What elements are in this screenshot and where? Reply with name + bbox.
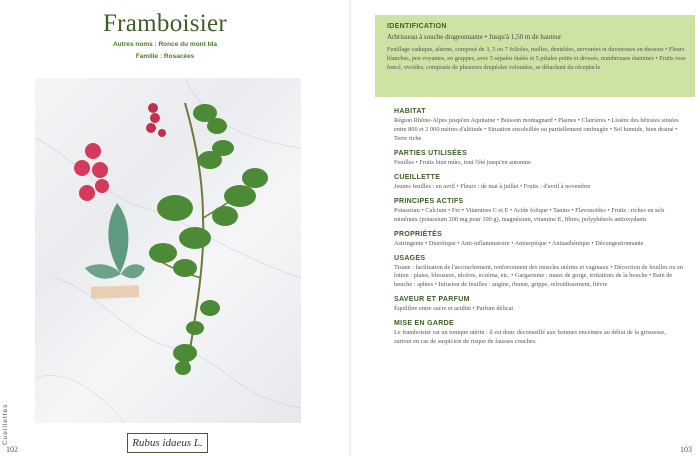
chapter-side-label (2, 385, 14, 445)
section-title: MISE EN GARDE (394, 320, 454, 328)
page-number-right: 103 (680, 445, 692, 454)
identification-title: IDENTIFICATION (387, 23, 447, 30)
section-title: HABITAT (394, 108, 426, 115)
section-text: Feuilles • Fruits bien mûrs, tout l'été jusqu'en automne (394, 158, 531, 166)
plant-family: Famille : Rosacées (135, 53, 195, 60)
section-saveur-parfum (394, 296, 684, 314)
section-title: USAGES (394, 254, 426, 262)
right-page (350, 0, 700, 456)
section-cueillette (394, 174, 684, 192)
plant-photo (35, 78, 301, 423)
section-principes-actifs (394, 198, 684, 225)
section-text: Potassium • Calcium • Fer • Vitamines C et E • Acide folique • Tanins • Flavonoïdes • Fruits : riches en sels minéraux (potassium 200 mg pour 100 g), magnésium, vitamine E, fibres, polyphénols antioxydants (394, 206, 665, 223)
section-title: PRINCIPES ACTIFS (394, 197, 464, 205)
plant-title: Framboisier (102, 10, 228, 37)
latin-name-caption: Rubus idaeus L. (127, 433, 208, 453)
section-title: SAVEUR ET PARFUM (394, 296, 470, 304)
section-text: Tisane : facilitation de l'accouchement, renforcement des muscles utérins et vaginaux • Décoction de feuilles ou en lotion : plaies, blessures, ulcères, eczéma, etc. • Gargarisme : maux de gorge, irritations de la bouche • Bain de bouche : aphtes • Infusion de feuilles : angine, rhume, grippe, refroidissement, fièvre (394, 263, 683, 289)
other-names: Autres noms : Ronce du mont Ida (112, 41, 217, 48)
identification-box (375, 15, 695, 97)
chapter-label-text: Cueillettes (2, 403, 9, 445)
section-usages (394, 255, 684, 291)
section-proprietes (394, 231, 684, 249)
section-title: CUEILLETTE (394, 173, 441, 181)
section-text: Équilibre entre sucre et acidité • Parfum délicat (394, 305, 514, 313)
section-title: PARTIES UTILISÉES (394, 149, 468, 157)
section-mise-en-garde (394, 320, 684, 347)
raspberry-plant-illustration (35, 78, 301, 423)
section-text: Région Rhône-Alpes jusqu'en Aquitaine • Buisson montagnard • Plaines • Clairières • Lisière des hêtraies situées entre 800 et 2 000 mètres d'altitude • Situation ensoleillée ou partiellement ombragée • Sol humide, bien drainé • Terre riche (394, 117, 679, 142)
section-text: Astringente • Diurétique • Anti-inflammatoire • Antiseptique • Antiasthénique • Décongestionnante (394, 239, 644, 247)
section-text: Jeunes feuilles : en avril • Fleurs : de mai à juillet • Fruits : d'avril à novembre (394, 182, 591, 190)
section-title: PROPRIÉTÉS (394, 230, 443, 238)
section-parties-utilisees (394, 150, 684, 168)
sections-list (394, 108, 684, 353)
section-habitat (394, 108, 684, 144)
identification-text: Feuillage caduque, alterne, composé de 3, 5 ou 7 folioles, molles, dentelées, nervurées et duveteuses en dessous • Fleurs blanches, peu voyantes, en grappes, avec 5 sépales étalés et 5 pétales petits et dressés, nombreuses étamines • Fruits rose foncé, ovoïdes, composés de plusieurs drupéoles veloutées, se détachant du réceptacle (387, 46, 686, 72)
page-number-left: 102 (6, 445, 18, 454)
identification-summary: Arbrisseau à souche drageonnante • Jusqu'à 1,50 m de hauteur (387, 33, 562, 41)
section-text: Le framboisier est un tonique utérin : il est donc déconseillé aux femmes enceintes au début de la grossesse, surtout en cas de suspicion de risque de fausses couches. (394, 329, 666, 346)
